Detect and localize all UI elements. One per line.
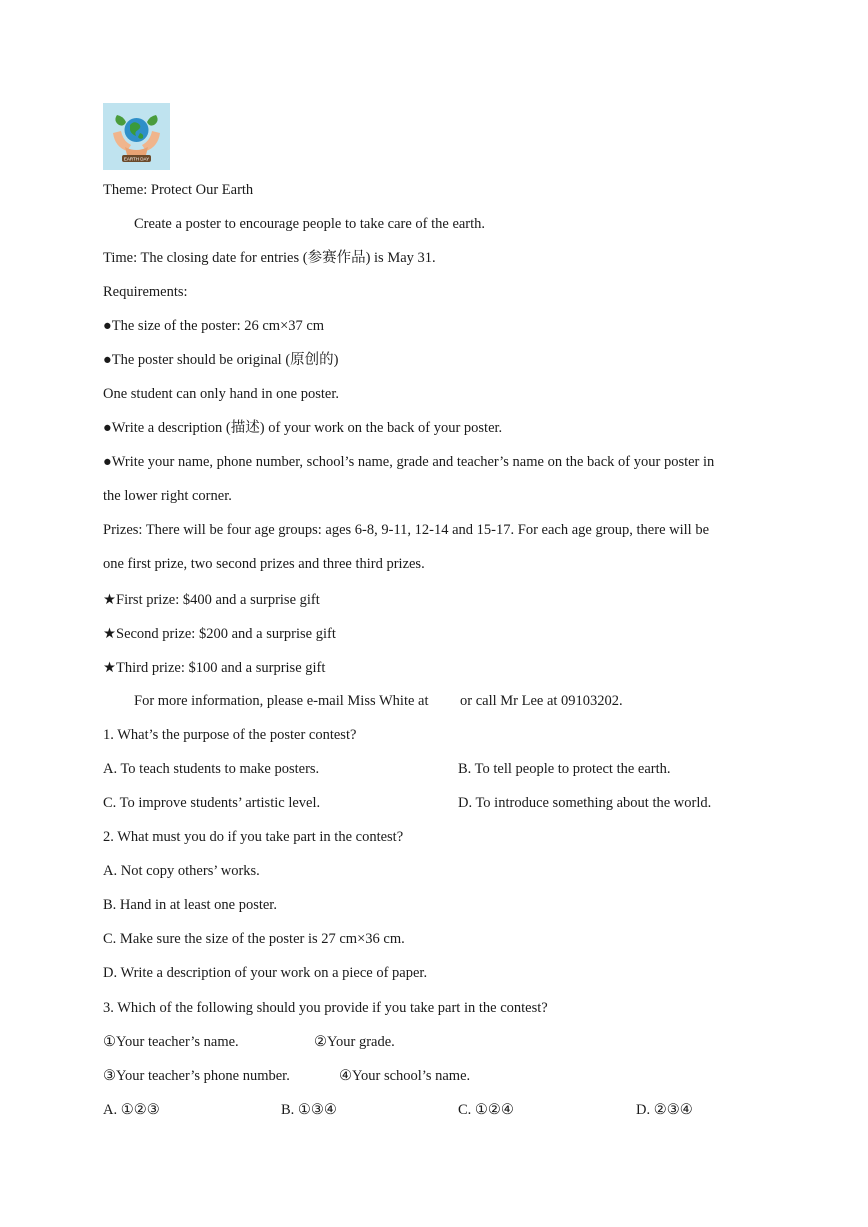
prizes-line-1: Prizes: There will be four age groups: ages 6-8, 9-11, 12-14 and 15-17. For each age group, there will be bbox=[103, 522, 710, 538]
question-2-option-c: C. Make sure the size of the poster is 27 cm×36 cm. bbox=[103, 931, 405, 947]
question-2-option-b: B. Hand in at least one poster. bbox=[103, 897, 277, 913]
question-3-option-d: D. ②③④ bbox=[636, 1102, 693, 1118]
logo-text: EARTH DAY bbox=[123, 156, 150, 162]
contact-email-text: For more information, please e-mail Miss White at bbox=[134, 693, 429, 709]
second-prize: ★Second prize: $200 and a surprise gift bbox=[103, 626, 336, 642]
prizes-line-2: one first prize, two second prizes and three third prizes. bbox=[103, 556, 425, 572]
question-3-item-3: ③Your teacher’s phone number. bbox=[103, 1068, 290, 1084]
requirements-heading: Requirements: bbox=[103, 284, 188, 300]
requirement-one-poster: One student can only hand in one poster. bbox=[103, 386, 339, 402]
question-3-stem: 3. Which of the following should you provide if you take part in the contest? bbox=[103, 1000, 548, 1016]
question-1-option-a: A. To teach students to make posters. bbox=[103, 761, 320, 777]
question-3-option-c: C. ①②④ bbox=[458, 1102, 514, 1118]
contact-phone-text: or call Mr Lee at 09103202. bbox=[460, 693, 623, 709]
question-1-option-d: D. To introduce something about the world. bbox=[458, 795, 712, 811]
first-prize: ★First prize: $400 and a surprise gift bbox=[103, 592, 320, 608]
question-2-option-d: D. Write a description of your work on a piece of paper. bbox=[103, 965, 428, 981]
question-3-option-a: A. ①②③ bbox=[103, 1102, 160, 1118]
question-3-item-2: ②Your grade. bbox=[314, 1034, 395, 1050]
question-2-stem: 2. What must you do if you take part in the contest? bbox=[103, 829, 404, 845]
theme-line: Theme: Protect Our Earth bbox=[103, 182, 254, 198]
requirement-name-line-1: ●Write your name, phone number, school’s name, grade and teacher’s name on the back of your poster in bbox=[103, 454, 715, 470]
requirement-description: ●Write a description (描述) of your work on the back of your poster. bbox=[103, 420, 503, 436]
question-1-stem: 1. What’s the purpose of the poster contest? bbox=[103, 727, 357, 743]
earth-day-logo bbox=[103, 103, 170, 170]
question-1-option-b: B. To tell people to protect the earth. bbox=[458, 761, 671, 777]
question-3-item-4: ④Your school’s name. bbox=[339, 1068, 471, 1084]
question-1-option-c: C. To improve students’ artistic level. bbox=[103, 795, 321, 811]
time-line: Time: The closing date for entries (参赛作品) is May 31. bbox=[103, 250, 436, 266]
question-3-option-b: B. ①③④ bbox=[281, 1102, 337, 1118]
requirement-original: ●The poster should be original (原创的) bbox=[103, 352, 339, 368]
intro-line: Create a poster to encourage people to take care of the earth. bbox=[134, 216, 486, 232]
requirement-size: ●The size of the poster: 26 cm×37 cm bbox=[103, 318, 325, 334]
requirement-name-line-2: the lower right corner. bbox=[103, 488, 232, 504]
question-2-option-a: A. Not copy others’ works. bbox=[103, 863, 260, 879]
third-prize: ★Third prize: $100 and a surprise gift bbox=[103, 660, 326, 676]
question-3-item-1: ①Your teacher’s name. bbox=[103, 1034, 239, 1050]
